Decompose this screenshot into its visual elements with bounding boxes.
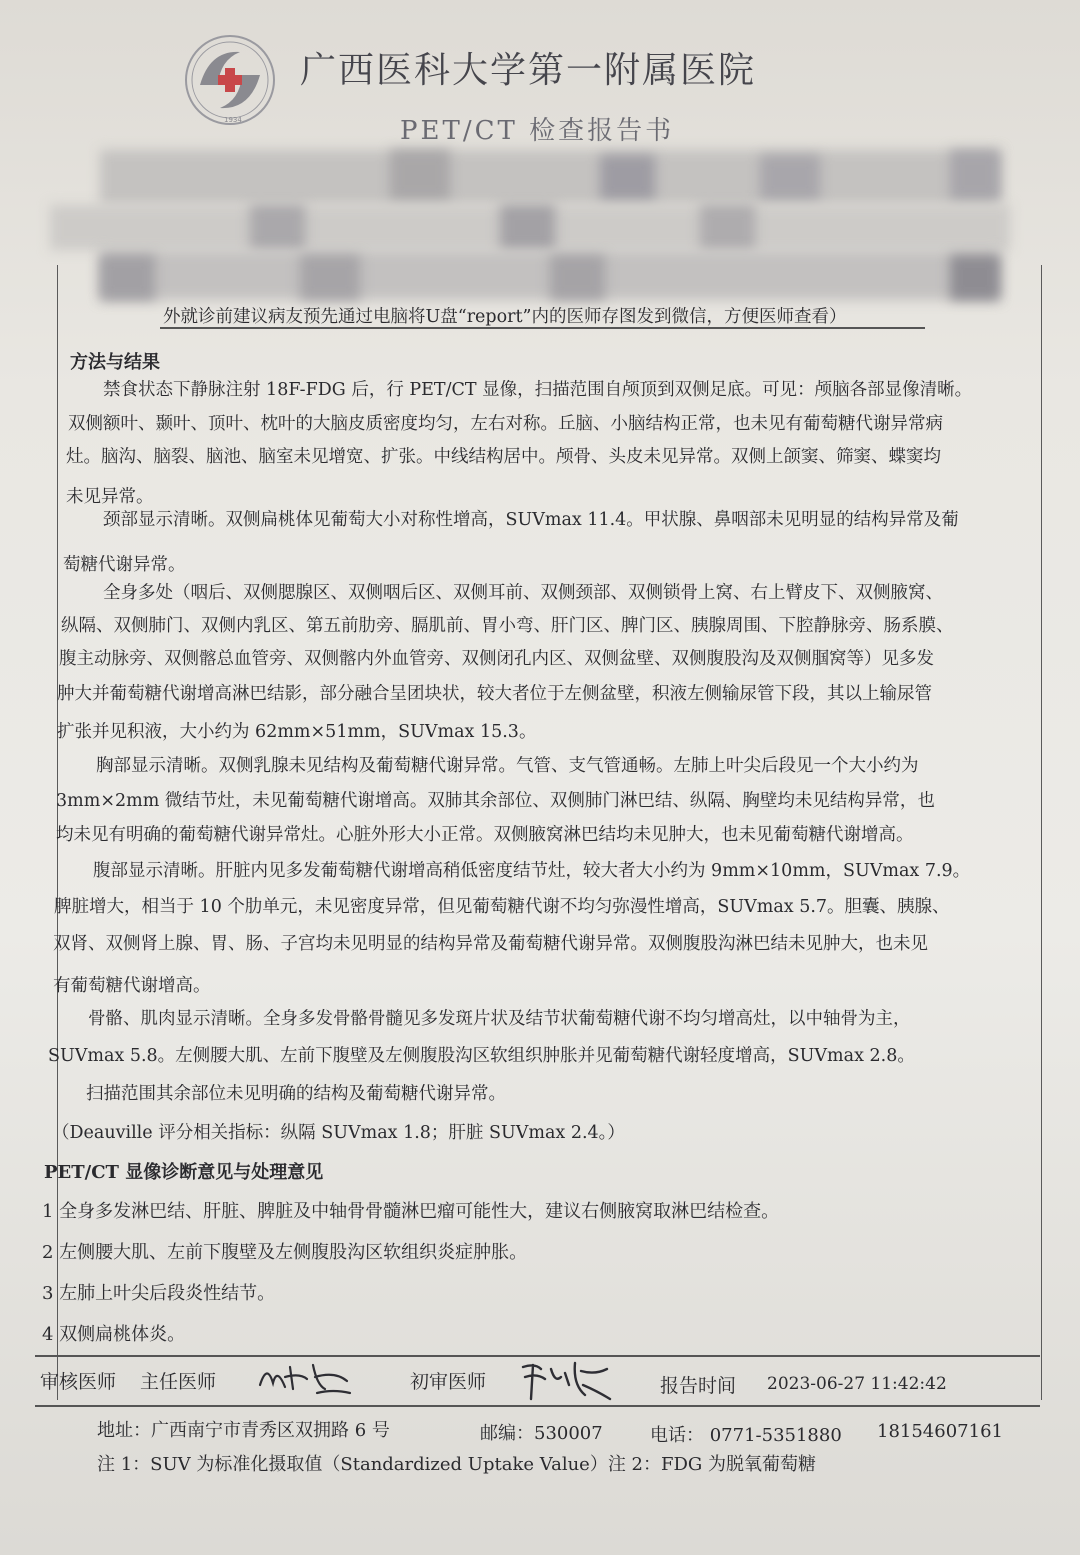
method-line: 腹部显示清晰。肝脏内见多发葡萄糖代谢增高稍低密度结节灶，较大者大小约为 9mm×10mm，SUVmax 7.9。 [93, 861, 971, 881]
method-line: 肿大并葡萄糖代谢增高淋巴结影，部分融合呈团块状，较大者位于左侧盆壁，积液左侧输尿管下段，其以上输尿管 [57, 684, 932, 704]
method-line: 双肾、双侧肾上腺、胃、肠、子宫均未见明显的结构异常及葡萄糖代谢异常。双侧腹股沟淋巴结未见肿大，也未见 [53, 934, 928, 954]
method-line: 扩张并见积液，大小约为 62mm×51mm，SUVmax 15.3。 [57, 722, 537, 742]
method-line: 腹主动脉旁、双侧髂总血管旁、双侧髂内外血管旁、双侧闭孔内区、双侧盆壁、双侧腹股沟及双侧腘窝等）见多发 [59, 649, 934, 669]
method-line: 禁食状态下静脉注射 18F-FDG 后，行 PET/CT 显像，扫描范围自颅顶到双侧足底。可见：颅脑各部显像清晰。 [103, 380, 973, 400]
hospital-name: 广西医科大学第一附属医院 [300, 50, 757, 91]
method-line: 胸部显示清晰。双侧乳腺未见结构及葡萄糖代谢异常。气管、支气管通畅。左肺上叶尖后段见一个大小约为 [96, 756, 919, 776]
reviewer-signature [255, 1355, 355, 1400]
phone: 电话： 0771-5351880 [650, 1425, 842, 1446]
diagnosis-item: 2 左侧腰大肌、左前下腹壁及左侧腹股沟区软组织炎症肿胀。 [42, 1242, 528, 1263]
method-line: 脾脏增大，相当于 10 个肋单元，未见密度异常，但见葡萄糖代谢不均匀弥漫性增高，SUVmax 5.7。胆囊、胰腺、 [54, 897, 950, 917]
footnote: 注 1：SUV 为标准化摄取值（Standardized Uptake Value）注 2：FDG 为脱氧葡萄糖 [97, 1454, 817, 1475]
method-heading: 方法与结果 [70, 352, 160, 373]
mobile: 18154607161 [877, 1421, 1003, 1442]
divider [35, 1405, 1040, 1407]
method-line: 骨骼、肌肉显示清晰。全身多发骨骼骨髓见多发斑片状及结节状葡萄糖代谢不均匀增高灶，以中轴骨为主， [88, 1009, 911, 1029]
hospital-logo [180, 30, 280, 130]
report-title: PET/CT 检查报告书 [400, 116, 675, 146]
method-line: 纵隔、双侧肺门、双侧内乳区、第五前肋旁、膈肌前、胃小弯、肝门区、脾门区、胰腺周围、下腔静脉旁、肠系膜、 [61, 616, 954, 636]
notice-text: 外就诊前建议病友预先通过电脑将U盘“report”内的医师存图发到微信，方便医师查看） [163, 307, 847, 327]
divider [160, 327, 925, 329]
report-time: 2023-06-27 11:42:42 [767, 1374, 947, 1394]
method-line: 未见异常。 [66, 487, 154, 507]
method-line: 颈部显示清晰。双侧扁桃体见葡萄大小对称性增高，SUVmax 11.4。甲状腺、鼻咽部未见明显的结构异常及葡 [103, 510, 959, 530]
address: 地址：广西南宁市青秀区双拥路 6 号 [97, 1420, 390, 1441]
postcode: 邮编：530007 [480, 1423, 603, 1444]
method-line: 双侧额叶、颞叶、顶叶、枕叶的大脑皮质密度均匀，左右对称。丘脑、小脑结构正常，也未见有葡萄糖代谢异常病 [68, 414, 943, 434]
diagnosis-item: 3 左肺上叶尖后段炎性结节。 [42, 1283, 276, 1304]
method-line: 扫描范围其余部位未见明确的结构及葡萄糖代谢异常。 [86, 1084, 506, 1104]
method-line: 萄糖代谢异常。 [63, 555, 186, 575]
report-time-label: 报告时间 [660, 1375, 737, 1397]
diagnosis-item: 1 全身多发淋巴结、肝脏、脾脏及中轴骨骨髓淋巴瘤可能性大，建议右侧腋窝取淋巴结检查。 [42, 1201, 780, 1222]
method-line: SUVmax 5.8。左侧腰大肌、左前下腹壁及左侧腹股沟区软组织肿胀并见葡萄糖代谢轻度增高，SUVmax 2.8。 [48, 1046, 915, 1066]
reviewer-label: 审核医师 [40, 1371, 117, 1393]
diagnosis-item: 4 双侧扁桃体炎。 [42, 1324, 186, 1345]
method-line: 有葡萄糖代谢增高。 [53, 976, 211, 996]
diagnosis-heading: PET/CT 显像诊断意见与处理意见 [44, 1162, 324, 1183]
reviewer-title: 主任医师 [140, 1371, 217, 1393]
svg-text:1934: 1934 [224, 116, 242, 124]
initial-signature [515, 1355, 615, 1405]
method-line: （Deauville 评分相关指标：纵隔 SUVmax 1.8；肝脏 SUVmax 2.4。） [52, 1123, 625, 1143]
method-line: 3mm×2mm 微结节灶，未见葡萄糖代谢增高。双肺其余部位、双侧肺门淋巴结、纵隔、胸壁均未见结构异常，也 [56, 791, 935, 811]
method-line: 灶。脑沟、脑裂、脑池、脑室未见增宽、扩张。中线结构居中。颅骨、头皮未见异常。双侧上颌窦、筛窦、蝶窦均 [66, 447, 941, 467]
initial-label: 初审医师 [410, 1371, 487, 1393]
method-line: 均未见有明确的葡萄糖代谢异常灶。心脏外形大小正常。双侧腋窝淋巴结均未见肿大，也未见葡萄糖代谢增高。 [56, 825, 914, 845]
method-line: 全身多处（咽后、双侧腮腺区、双侧咽后区、双侧耳前、双侧颈部、双侧锁骨上窝、右上臂皮下、双侧腋窝、 [103, 583, 943, 603]
